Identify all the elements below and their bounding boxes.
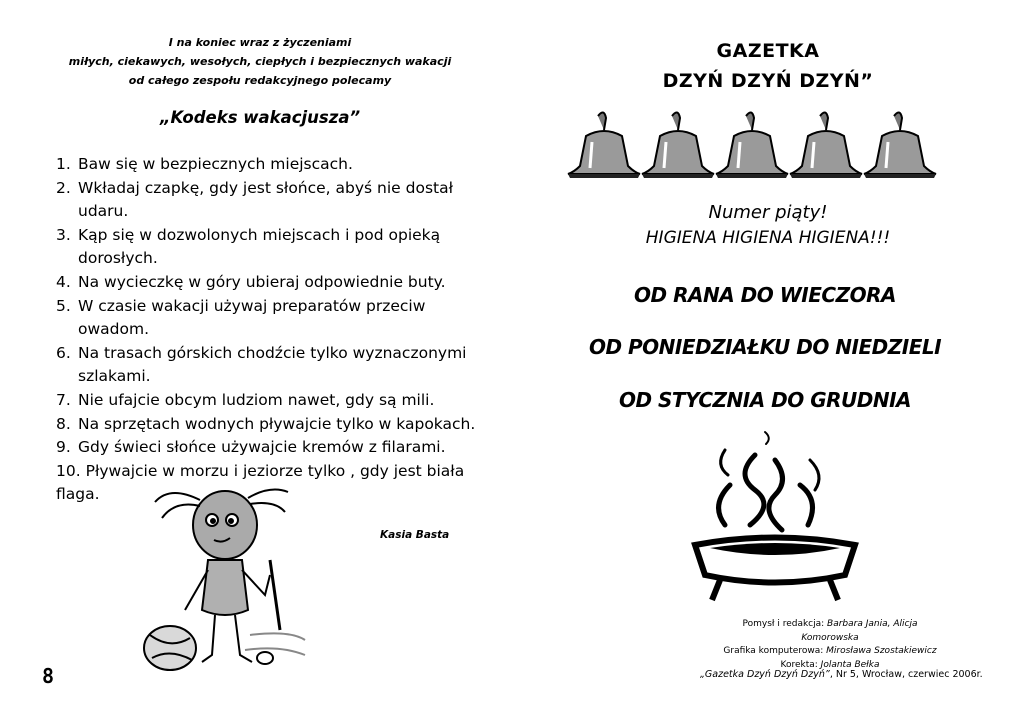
slogan-2: OD PONIEDZIAŁKU DO NIEDZIELI [588,335,942,359]
list-item [56,153,496,177]
girl-with-ball-illustration [130,480,310,675]
masthead-line-1: GAZETKA [716,40,820,62]
author-signature: Kasia Basta [380,529,450,541]
list-item [56,295,496,342]
masthead-line-2: DZYŃ DZYŃ DZYŃ” [662,70,874,92]
list-item [56,342,496,389]
rule-text: Gdy świeci słońce używajcie kremów z filarami. [78,438,446,457]
rule-text: Na trasach górskich chodźcie tylko wyznaczonymi szlakami. [78,343,467,386]
rule-text: Wkładaj czapkę, gdy jest słońce, abyś nie dostał udaru. [78,178,454,221]
credit-value: Jolanta Bełka [820,659,880,670]
credit-graphics [720,645,940,659]
list-item [56,271,496,295]
credit-value: Barbara Jania, Alicja Komorowska [801,619,918,643]
issue-number: Numer piąty! [708,202,828,223]
list-item [56,177,496,224]
credits [720,618,940,672]
bells-illustration [568,108,938,183]
rule-text: Na sprzętach wodnych pływajcie tylko w kapokach. [78,414,476,433]
rule-number: 9. [56,438,71,457]
rule-number: 4. [56,272,71,291]
footer-title: „Gazetka Dzyń Dzyń Dzyń” [700,669,830,680]
kodeks-title: „Kodeks wakacjusza” [159,108,361,127]
issue-theme: HIGIENA HIGIENA HIGIENA!!! [645,228,891,248]
list-item [56,389,496,413]
slogan-1: OD RANA DO WIECZORA [634,283,896,307]
rule-text: Na wycieczkę w góry ubieraj odpowiednie buty. [78,272,446,291]
slogan-3: OD STYCZNIA DO GRUDNIA [618,388,912,412]
list-item [56,224,496,271]
credit-idea [720,618,940,645]
rule-number: 8. [56,414,71,433]
rule-number: 7. [56,390,71,409]
list-item [56,413,496,437]
rule-text: Kąp się w dozwolonych miejscach i pod opieką dorosłych. [78,225,441,268]
credit-label: Grafika komputerowa: [723,646,824,656]
intro-line-2: miłych, ciekawych, wesołych, ciepłych i bezpiecznych wakacji [68,55,452,68]
intro-line-3: od całego zespołu redakcyjnego polecamy [128,74,392,87]
publication-footer [700,669,983,680]
bathtub-illustration [690,430,860,610]
intro-line-1: I na koniec wraz z życzeniami [168,36,352,49]
credit-label: Korekta: [780,659,818,670]
rules-list [56,153,496,507]
rule-text: W czasie wakacji używaj preparatów przeciw owadom. [78,296,426,339]
rule-number: 1. [56,155,71,173]
credit-value: Mirosława Szostakiewicz [826,646,937,656]
page-number: 8 [42,664,55,688]
credit-label: Pomysł i redakcja: [742,619,825,629]
rule-number: 3. [56,225,71,244]
list-item [56,436,496,460]
rule-number: 10. [56,461,81,480]
footer-details: , Nr 5, Wrocław, czerwiec 2006r. [829,669,983,680]
rule-number: 2. [56,178,71,197]
rule-text: Pływajcie w morzu i jeziorze tylko , gdy jest biała flaga. [56,461,465,504]
rule-text: Baw się w bezpiecznych miejscach. [78,155,353,173]
rule-number: 5. [56,296,71,315]
rule-text: Nie ufajcie obcym ludziom nawet, gdy są mili. [78,390,435,409]
rule-number: 6. [56,343,71,362]
